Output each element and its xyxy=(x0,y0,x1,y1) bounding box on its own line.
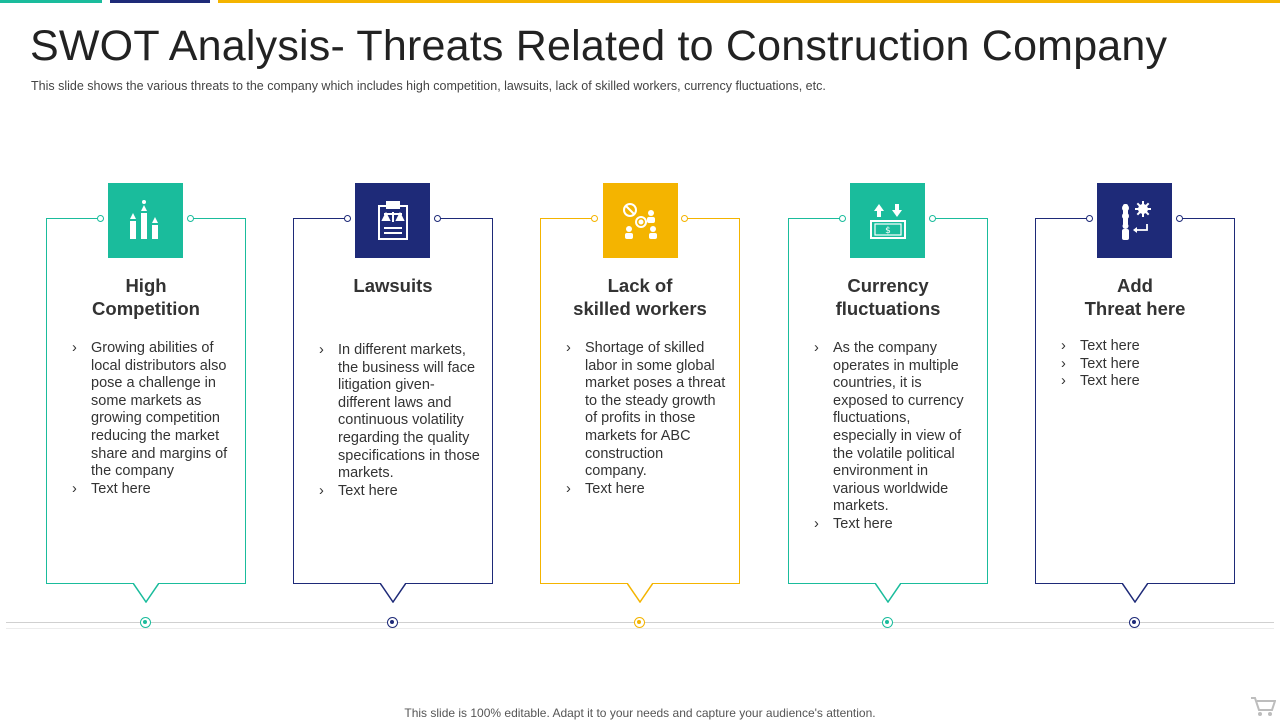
top-accent-navy xyxy=(110,0,210,3)
timeline-dot xyxy=(882,617,893,628)
slide-title: SWOT Analysis- Threats Related to Construction Company xyxy=(30,22,1168,70)
icon-box xyxy=(108,183,183,258)
connector-dot xyxy=(1176,215,1183,222)
card-top-line xyxy=(440,218,493,219)
threat-card-lawsuits xyxy=(293,218,493,584)
svg-text:$: $ xyxy=(884,225,891,236)
card-bullets xyxy=(833,340,975,534)
top-accent-gold xyxy=(218,0,1280,3)
virus-person-icon xyxy=(1115,200,1155,242)
timeline-dot xyxy=(387,617,398,628)
connector-dot xyxy=(591,215,598,222)
timeline-dot xyxy=(1129,617,1140,628)
connector-dot xyxy=(681,215,688,222)
card-bullets xyxy=(585,340,727,498)
icon-box xyxy=(1097,183,1172,258)
bullet-item: › As the company operates in multiple countries, it is exposed to currency fluctuations, especially in view of the volatile political environment in various worldwide markets. xyxy=(833,340,975,516)
connector-dot xyxy=(344,215,351,222)
bullet-item: › Text here xyxy=(1080,338,1222,356)
card-title: Add Threat here xyxy=(1084,275,1186,319)
bullet-item: › Shortage of skilled labor in some global market poses a threat to the steady growth of profits in those markets for ABC construction company. xyxy=(585,340,727,481)
legal-document-icon xyxy=(375,200,411,242)
threat-card-currency xyxy=(788,218,988,584)
bullet-item: › Text here xyxy=(1080,356,1222,374)
card-title: Lawsuits xyxy=(353,275,433,296)
card-top-line xyxy=(46,218,100,219)
bullet-item: › Growing abilities of local distributors also pose a challenge in some markets as growing competition reducing the market share and margins of the company xyxy=(91,340,233,481)
timeline-dot xyxy=(140,617,151,628)
bullet-item: › Text here xyxy=(338,483,480,501)
card-top-line xyxy=(293,218,347,219)
connector-dot xyxy=(929,215,936,222)
currency-exchange-icon xyxy=(868,201,908,241)
bullet-item: › Text here xyxy=(91,481,233,499)
card-pointer xyxy=(380,583,406,603)
card-bullets xyxy=(1080,338,1222,391)
card-top-line xyxy=(687,218,740,219)
card-bullets xyxy=(338,342,480,500)
threat-card-add-threat xyxy=(1035,218,1235,584)
cart-icon xyxy=(1250,695,1276,717)
bullet-item: › Text here xyxy=(585,481,727,499)
threat-card-high-competition xyxy=(46,218,246,584)
card-title: Lack of skilled workers xyxy=(573,275,707,319)
card-title: Currency fluctuations xyxy=(835,275,941,319)
threat-card-skilled-workers xyxy=(540,218,740,584)
connector-dot xyxy=(187,215,194,222)
card-top-line xyxy=(1035,218,1089,219)
card-pointer xyxy=(627,583,653,603)
card-top-line xyxy=(193,218,246,219)
card-bullets xyxy=(91,340,233,498)
bar-chart-icon xyxy=(126,199,166,243)
bullet-item: › Text here xyxy=(1080,373,1222,391)
connector-dot xyxy=(434,215,441,222)
card-top-line xyxy=(1182,218,1235,219)
icon-box xyxy=(850,183,925,258)
card-title: High Competition xyxy=(92,275,200,319)
icon-box xyxy=(355,183,430,258)
bullet-item: › Text here xyxy=(833,516,975,534)
timeline-dot xyxy=(634,617,645,628)
slide-footer: This slide is 100% editable. Adapt it to your needs and capture your audience's attention. xyxy=(404,706,876,720)
card-top-line xyxy=(540,218,594,219)
workers-gear-icon xyxy=(621,201,661,241)
card-pointer xyxy=(1122,583,1148,603)
connector-dot xyxy=(97,215,104,222)
card-top-line xyxy=(788,218,842,219)
connector-dot xyxy=(1086,215,1093,222)
slide-subtitle: This slide shows the various threats to the company which includes high competition, lawsuits, lack of skilled workers, currency fluctuations, etc. xyxy=(31,79,826,93)
bullet-item: › In different markets, the business will face litigation given- different laws and continuous volatility regarding the quality specifications in those markets. xyxy=(338,342,480,483)
icon-box xyxy=(603,183,678,258)
connector-dot xyxy=(839,215,846,222)
card-top-line xyxy=(935,218,988,219)
card-pointer xyxy=(875,583,901,603)
card-pointer xyxy=(133,583,159,603)
top-accent-teal xyxy=(0,0,102,3)
timeline-shadow xyxy=(6,628,1274,629)
